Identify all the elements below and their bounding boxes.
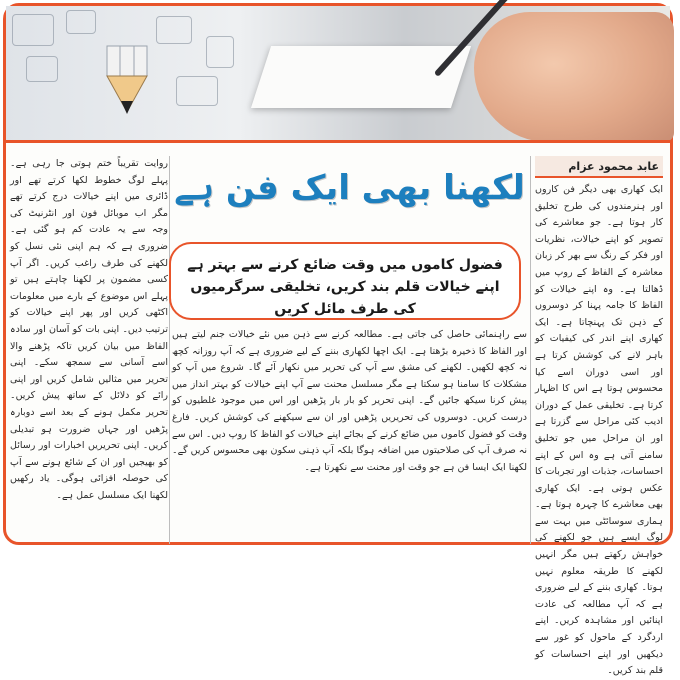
article-frame — [3, 3, 673, 677]
doodle-icon — [26, 56, 58, 82]
writing-hand — [474, 12, 674, 142]
pencil-icon — [102, 46, 152, 116]
paper-sheet — [251, 46, 471, 108]
doodle-icon — [176, 76, 218, 106]
headline: لکھنا بھی ایک فن ہے — [174, 168, 525, 208]
author-byline: عابد محمود عزام — [535, 156, 663, 178]
doodle-icon — [12, 14, 54, 46]
article-column-middle: سے راہنمائی حاصل کی جاتی ہے۔ مطالعہ کرنے سے ذہن میں نئے خیالات جنم لیتے ہیں اور الفاظ کا ذخیرہ بڑھتا ہے۔ ایک اچھا لکھاری بننے کے لیے ضروری ہے کہ آپ روزانہ کچھ نہ کچھ لکھیں۔ لکھنے کی مشق سے آپ کی تحریر میں نکھار آئے گا۔ شروع میں آپ کو مشکلات کا سامنا ہو سکتا ہے مگر مسلسل محنت سے آپ اپنے خیالات کو بہتر انداز میں پیش کرنا سیکھ جائیں گے۔ اپنی تحریر کو بار بار پڑھیں اور اس میں موجود غلطیوں کو درست کریں۔ دوسروں کی تحریریں پڑھیں اور ان سے سیکھنے کی کوشش کریں۔ فارغ وقت کو فضول کاموں میں ضائع کرنے کے بجائے اپنے خیالات کو الفاظ کا روپ دیں۔ اس سے نہ صرف آپ کی صلاحیتوں میں اضافہ ہوگا بلکہ آپ ذہنی سکون بھی محسوس کریں گے۔ لکھنا ایک ایسا فن ہے جو وقت اور محنت سے نکھرتا ہے۔ — [172, 329, 527, 473]
doodle-icon — [66, 10, 96, 34]
header-photo — [6, 6, 670, 143]
column-divider — [530, 156, 531, 544]
doodle-icon — [156, 16, 192, 44]
header-divider — [6, 140, 670, 143]
article-column-left: روایت تقریباً ختم ہوتی جا رہی ہے۔ پہلے لوگ خطوط لکھا کرتے تھے اور ڈائری میں اپنے خیالات درج کرتے تھے مگر اب موبائل فون اور انٹرنیٹ کی وجہ سے یہ عادت کم ہو گئی ہے۔ ضروری ہے کہ ہم اپنی نئی نسل کو لکھنے کی طرف راغب کریں۔ اگر آپ کسی مضمون پر لکھنا چاہتے ہیں تو پہلے اس موضوع کے بارے میں معلومات اکٹھی کریں اور پھر اپنے خیالات کو ترتیب دیں۔ اپنی بات کو آسان اور سادہ الفاظ میں بیان کریں تاکہ پڑھنے والا اسے آسانی سے سمجھ سکے۔ اپنی تحریر میں مثالیں شامل کریں اور اپنی رائے کو دلائل کے ساتھ پیش کریں۔ تحریر مکمل ہونے کے بعد اسے دوبارہ پڑھیں اور جہاں ضرورت ہو تبدیلی کریں۔ اپنی تحریریں اخبارات اور رسائل کو بھیجیں اور ان کے شائع ہونے سے آپ کی حوصلہ افزائی ہوگی۔ یاد رکھیں لکھنا ایک مسلسل عمل ہے۔ — [10, 158, 168, 501]
column-divider — [169, 156, 170, 544]
doodle-icon — [206, 36, 234, 68]
article-column-right: ایک کھاری بھی دیگر فن کاروں اور ہنرمندوں کی طرح تخلیق کار ہوتا ہے۔ جو معاشرے کی تصویر کو اپنے خیالات، نظریات اور فکر کے رنگ سے بھر کر زبان معاشرہ کے الفاظ کے روپ میں ڈھالتا ہے۔ وہ اپنے خیالات کو الفاظ کا جامہ پہنا کر دوسروں کے ذہن تک پہنچاتا ہے۔ ایک کھاری اپنے اندر کی کیفیات کو باہر لانے کی کوشش کرتا ہے اور اسی دوران اسے کیا محسوس ہوتا ہے اس کا اظہار کرتا ہے۔ تخلیقی عمل کے دوران ادیب کئی مراحل سے گزرتا ہے اور ان مراحل میں جو تخلیق سامنے آتی ہے وہ اس کے اپنے احساسات، جذبات اور تجربات کا عکس ہوتی ہے۔ ایک کھاری بھی معاشرے کا چہرہ ہوتا ہے۔ ہماری سوسائٹی میں بہت سے لوگ ایسے ہیں جو لکھنے کی خواہش رکھتے ہیں مگر انہیں لکھنے کا طریقہ معلوم نہیں ہوتا۔ کھاری بننے کے لیے ضروری ہے کہ آپ مطالعہ کی عادت اپنائیں اور مشاہدہ کریں۔ اپنے اردگرد کے ماحول کو غور سے دیکھیں اور اپنے احساسات کو قلم بند کریں۔ — [535, 184, 663, 677]
subheadline-box: فضول کاموں میں وقت ضائع کرنے سے بہتر ہے اپنے خیالات قلم بند کریں، تخلیقی سرگرمیوں کی طرف مائل کریں — [169, 242, 521, 320]
